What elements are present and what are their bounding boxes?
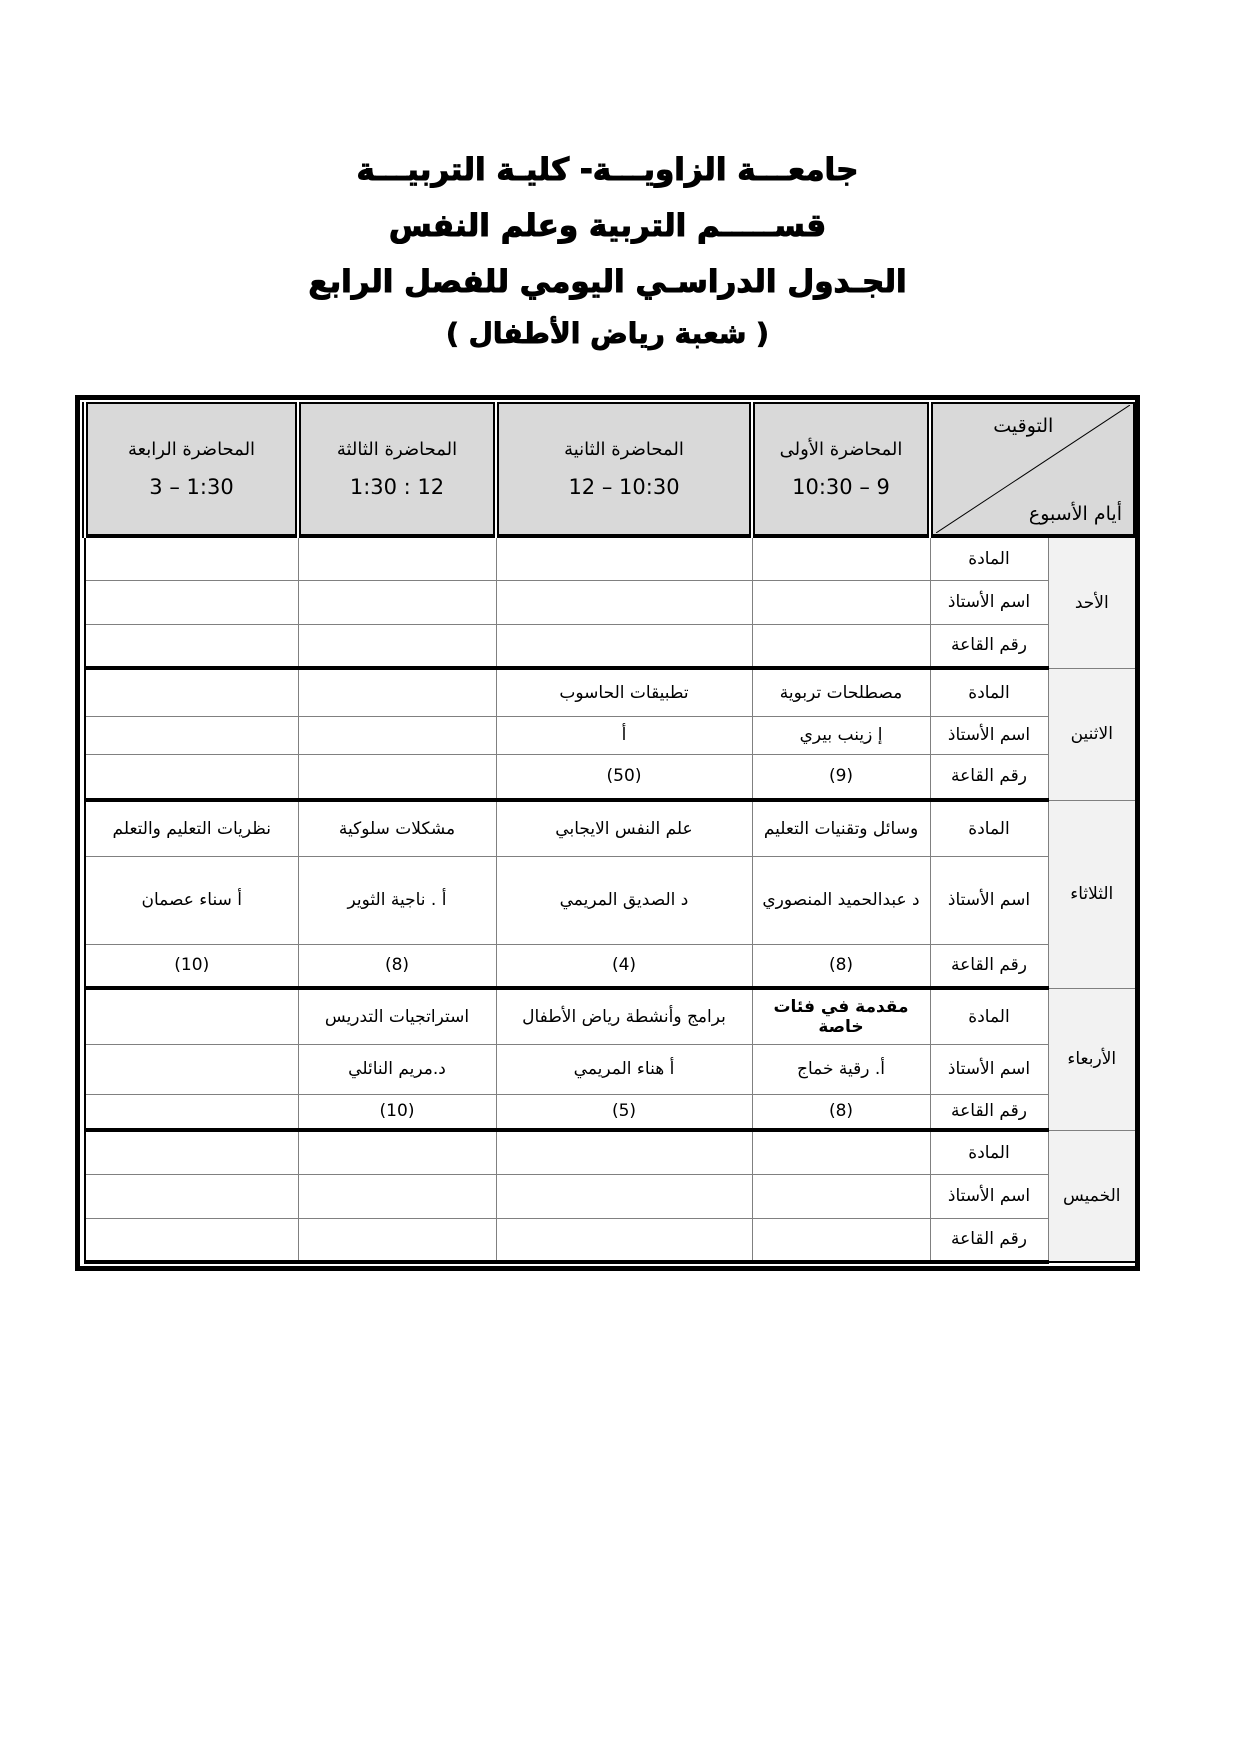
- sunday-lec1-subject-cell: [752, 536, 930, 580]
- corner-box: [936, 405, 1130, 533]
- wednesday-lec2-room-cell: (5): [496, 1094, 752, 1130]
- sunday-lec4-subject-cell: [85, 536, 298, 580]
- wednesday-lec3-subject-cell: استراتجيات التدريس: [298, 988, 496, 1044]
- thursday-lec1-teacher-cell: [752, 1174, 930, 1218]
- tuesday-lec3-room-cell: (8): [298, 944, 496, 988]
- row-label-room: رقم القاعة: [930, 944, 1048, 988]
- sunday-lec2-subject-cell: [496, 536, 752, 580]
- monday-lec4-teacher-cell: [85, 716, 298, 754]
- row-label-subject: المادة: [930, 800, 1048, 856]
- lecture3-time: 12 : 1:30: [349, 475, 445, 499]
- wednesday-lec1-teacher-cell: أ. رقية خماج: [752, 1044, 930, 1094]
- thursday-room-row: [85, 1218, 1136, 1262]
- wednesday-lec2-teacher-cell: أ هناء المريمي: [496, 1044, 752, 1094]
- row-label-teacher: اسم الأستاذ: [930, 856, 1048, 944]
- row-label-room: رقم القاعة: [930, 1094, 1048, 1130]
- sunday-room-row: [85, 624, 1136, 668]
- sunday-lec1-room-cell: [752, 624, 930, 668]
- wednesday-lec3-teacher-cell: د.مريم النائلي: [298, 1044, 496, 1094]
- row-label-room: رقم القاعة: [930, 754, 1048, 800]
- wednesday-lec4-subject-cell: [85, 988, 298, 1044]
- thursday-subject-row: [85, 1130, 1136, 1174]
- monday-lec3-subject-cell: [298, 668, 496, 716]
- thursday-teacher-row: [85, 1174, 1136, 1218]
- corner-label-weekdays: أيام الأسبوع: [1028, 503, 1122, 525]
- thursday-lec2-teacher-cell: [496, 1174, 752, 1218]
- monday-room-row: [85, 754, 1136, 800]
- monday-lec3-teacher-cell: [298, 716, 496, 754]
- monday-lec1-teacher-cell: إ زينب بيري: [752, 716, 930, 754]
- wednesday-lec3-room-cell: (10): [298, 1094, 496, 1130]
- lecture4-title: المحاضرة الرابعة: [127, 439, 256, 460]
- lecture2-title: المحاضرة الثانية: [564, 439, 684, 460]
- row-label-subject: المادة: [930, 668, 1048, 716]
- tuesday-lec4-teacher-cell: أ سناء عصمان: [85, 856, 298, 944]
- header-row: [85, 403, 1136, 536]
- tuesday-lec4-subject-cell: نظريات التعليم والتعلم: [85, 800, 298, 856]
- thursday-lec1-subject-cell: [752, 1130, 930, 1174]
- row-label-teacher: اسم الأستاذ: [930, 1044, 1048, 1094]
- monday-lec2-subject-cell: تطبيقات الحاسوب: [496, 668, 752, 716]
- tuesday-room-row: [85, 944, 1136, 988]
- tuesday-lec2-subject-cell: علم النفس الايجابي: [496, 800, 752, 856]
- day-monday: الاثنين: [1048, 668, 1136, 800]
- wednesday-lec2-subject-cell: برامج وأنشطة رياض الأطفال: [496, 988, 752, 1044]
- header-lecture4: [85, 403, 298, 536]
- thursday-lec1-room-cell: [752, 1218, 930, 1262]
- title-division: ( شعبة رياض الأطفال ): [446, 317, 769, 350]
- thursday-lec4-teacher-cell: [85, 1174, 298, 1218]
- row-label-subject: المادة: [930, 536, 1048, 580]
- lecture1-title: المحاضرة الأولى: [779, 439, 903, 460]
- lecture1-time: 9 – 10:30: [792, 475, 890, 499]
- monday-lec1-room-cell: (9): [752, 754, 930, 800]
- day-tuesday: الثلاثاء: [1048, 800, 1136, 988]
- row-label-teacher: اسم الأستاذ: [930, 580, 1048, 624]
- tuesday-lec1-teacher-cell: د عبدالحميد المنصوري: [752, 856, 930, 944]
- monday-lec4-room-cell: [85, 754, 298, 800]
- wednesday-room-row: [85, 1094, 1136, 1130]
- monday-lec1-subject-cell: مصطلحات تربوية: [752, 668, 930, 716]
- wednesday-lec4-teacher-cell: [85, 1044, 298, 1094]
- day-sunday: الأحد: [1048, 536, 1136, 668]
- thursday-lec3-subject-cell: [298, 1130, 496, 1174]
- header-lecture3: [298, 403, 496, 536]
- row-label-room: رقم القاعة: [930, 624, 1048, 668]
- timetable-frame: [75, 395, 1140, 1271]
- tuesday-lec3-teacher-cell: أ . ناجية الثوير: [298, 856, 496, 944]
- thursday-lec4-subject-cell: [85, 1130, 298, 1174]
- row-label-room: رقم القاعة: [930, 1218, 1048, 1262]
- wednesday-subject-row: [85, 988, 1136, 1044]
- wednesday-lec1-room-cell: (8): [752, 1094, 930, 1130]
- row-label-teacher: اسم الأستاذ: [930, 716, 1048, 754]
- monday-lec2-room-cell: (50): [496, 754, 752, 800]
- tuesday-lec2-room-cell: (4): [496, 944, 752, 988]
- tuesday-lec1-subject-cell: وسائل وتقنيات التعليم: [752, 800, 930, 856]
- monday-lec2-teacher-cell: أ: [496, 716, 752, 754]
- wednesday-teacher-row: [85, 1044, 1136, 1094]
- sunday-lec2-room-cell: [496, 624, 752, 668]
- sunday-lec4-teacher-cell: [85, 580, 298, 624]
- day-wednesday: الأربعاء: [1048, 988, 1136, 1130]
- tuesday-lec3-subject-cell: مشكلات سلوكية: [298, 800, 496, 856]
- monday-lec4-subject-cell: [85, 668, 298, 716]
- thursday-lec2-subject-cell: [496, 1130, 752, 1174]
- title-schedule: الجـدول الدراسـي اليومي للفصل الرابع: [308, 264, 907, 300]
- title-university: جامعـــة الزاويـــة- كليـة التربيـــة: [356, 152, 859, 188]
- tuesday-lec1-room-cell: (8): [752, 944, 930, 988]
- sunday-lec4-room-cell: [85, 624, 298, 668]
- header-lecture2: [496, 403, 752, 536]
- wednesday-lec4-room-cell: [85, 1094, 298, 1130]
- corner-cell: [930, 403, 1136, 536]
- tuesday-lec4-room-cell: (10): [85, 944, 298, 988]
- title-department: قســـــم التربية وعلم النفس: [388, 208, 827, 244]
- monday-subject-row: [85, 668, 1136, 716]
- thursday-lec4-room-cell: [85, 1218, 298, 1262]
- tuesday-lec2-teacher-cell: د الصديق المريمي: [496, 856, 752, 944]
- document-titles: [75, 142, 1140, 358]
- sunday-lec2-teacher-cell: [496, 580, 752, 624]
- corner-label-timing: التوقيت: [993, 415, 1054, 437]
- sunday-teacher-row: [85, 580, 1136, 624]
- sunday-lec3-subject-cell: [298, 536, 496, 580]
- thursday-lec2-room-cell: [496, 1218, 752, 1262]
- lecture4-time: 1:30 – 3: [149, 475, 234, 499]
- day-thursday: الخميس: [1048, 1130, 1136, 1262]
- sunday-lec3-teacher-cell: [298, 580, 496, 624]
- row-label-subject: المادة: [930, 1130, 1048, 1174]
- sunday-subject-row: [85, 536, 1136, 580]
- sunday-lec3-room-cell: [298, 624, 496, 668]
- row-label-teacher: اسم الأستاذ: [930, 1174, 1048, 1218]
- lecture3-title: المحاضرة الثالثة: [336, 439, 458, 460]
- thursday-lec3-room-cell: [298, 1218, 496, 1262]
- lecture2-time: 10:30 – 12: [568, 475, 680, 499]
- wednesday-lec1-subject-cell: مقدمة في فئات خاصة: [752, 988, 930, 1044]
- sunday-lec1-teacher-cell: [752, 580, 930, 624]
- monday-teacher-row: [85, 716, 1136, 754]
- monday-lec3-room-cell: [298, 754, 496, 800]
- tuesday-teacher-row: [85, 856, 1136, 944]
- header-lecture1: [752, 403, 930, 536]
- tuesday-subject-row: [85, 800, 1136, 856]
- row-label-subject: المادة: [930, 988, 1048, 1044]
- thursday-lec3-teacher-cell: [298, 1174, 496, 1218]
- timetable: [82, 402, 1139, 1264]
